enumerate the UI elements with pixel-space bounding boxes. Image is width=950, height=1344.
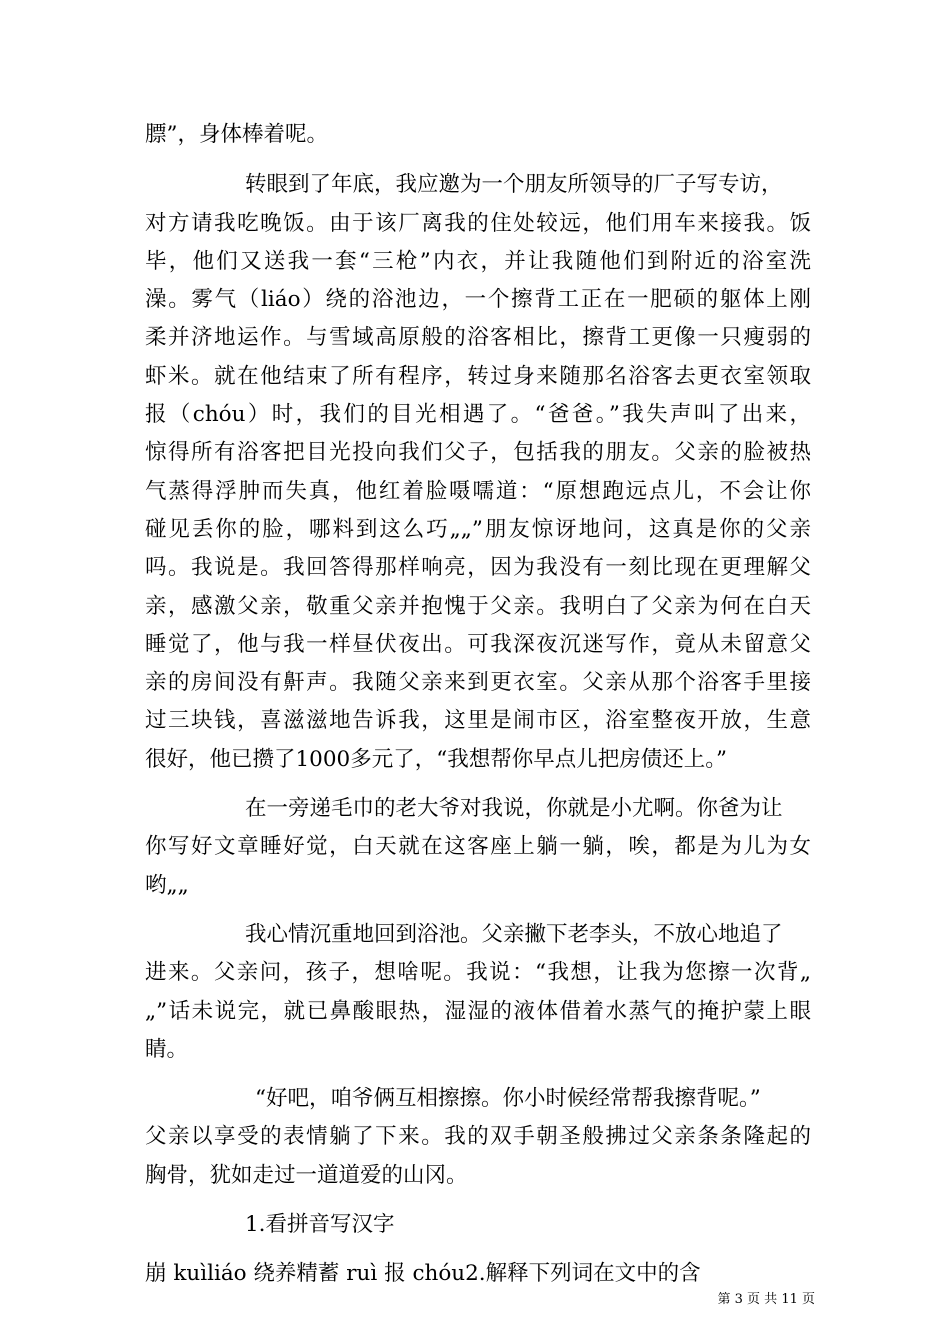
page-number: 第 3 页 共 11 页: [717, 1292, 815, 1307]
text-line: 膘”，身体棒着呢。: [145, 122, 328, 147]
text-line: 碰见丢你的脸，哪料到这么巧„„”朋友惊讶地问，这真是你的父亲: [145, 516, 811, 542]
text-line: 睡觉了，他与我一样昼伏夜出。可我深夜沉迷写作，竟从未留意父: [145, 631, 811, 657]
text-line: 虾米。就在他结束了所有程序，转过身来随那名浴客去更衣室领取: [145, 363, 811, 389]
text-line: 进来。父亲问，孩子，想啥呢。我说：“我想，让我为您擦一次背„: [145, 960, 811, 986]
text-line: „”话未说完，就已鼻酸眼热，湿湿的液体借着水蒸气的掩护蒙上眼: [145, 998, 811, 1024]
text-line: 柔并济地运作。与雪域高原般的浴客相比，擦背工更像一只瘦弱的: [145, 325, 811, 351]
text-line: 惊得所有浴客把目光投向我们父子，包括我的朋友。父亲的脸被热: [145, 440, 811, 466]
question-heading: 1.看拼音写汉字: [245, 1212, 395, 1238]
text-line: 气蒸得浮肿而失真，他红着脸嗫嚅道：“原想跑远点儿，不会让你: [145, 478, 811, 504]
text-line: 在一旁递毛巾的老大爷对我说，你就是小尤啊。你爸为让: [245, 796, 783, 822]
text-line: “好吧，咱爷俩互相擦擦。你小时候经常帮我擦背呢。”: [255, 1086, 761, 1112]
text-line: 我心情沉重地回到浴池。父亲撇下老李头，不放心地追了: [245, 921, 783, 947]
body-text: [145, 116, 811, 1294]
text-line: 睛。: [145, 1036, 189, 1062]
text-line: 毕，他们又送我一套“三枪”内衣，并让我随他们到附近的浴室洗: [145, 248, 811, 274]
text-line: 过三块钱，喜滋滋地告诉我，这里是闹市区，浴室整夜开放，生意: [145, 708, 811, 734]
text-line: 转眼到了年底，我应邀为一个朋友所领导的厂子写专访，: [245, 172, 783, 198]
text-line: 胸骨，犹如走过一道道爱的山冈。: [145, 1162, 468, 1188]
text-line: 吗。我说是。我回答得那样响亮，因为我没有一刻比现在更理解父: [145, 555, 811, 581]
text-line: 父亲以享受的表情躺了下来。我的双手朝圣般拂过父亲条条隆起的: [145, 1124, 811, 1150]
text-line: 你写好文章睡好觉，白天就在这客座上躺一躺，唉，都是为儿为女: [145, 834, 811, 860]
text-line: 亲，感激父亲，敬重父亲并抱愧于父亲。我明白了父亲为何在白天: [145, 593, 811, 619]
question-line: 崩 kuìliáo 绕养精蓄 ruì 报 chóu2.解释下列词在文中的含: [145, 1261, 701, 1287]
text-line: 很好，他已攒了1000多元了，“我想帮你早点儿把房债还上。”: [145, 746, 727, 772]
text-line: 澡。雾气（liáo）绕的浴池边，一个擦背工正在一肥硕的躯体上刚: [145, 287, 811, 313]
text-line: 亲的房间没有鼾声。我随父亲来到更衣室。父亲从那个浴客手里接: [145, 670, 811, 696]
text-line: 对方请我吃晚饭。由于该厂离我的住处较远，他们用车来接我。饭: [145, 210, 811, 236]
text-line: 哟„„: [145, 872, 189, 898]
text-line: 报（chóu）时，我们的目光相遇了。“爸爸。”我失声叫了出来，: [145, 402, 811, 428]
